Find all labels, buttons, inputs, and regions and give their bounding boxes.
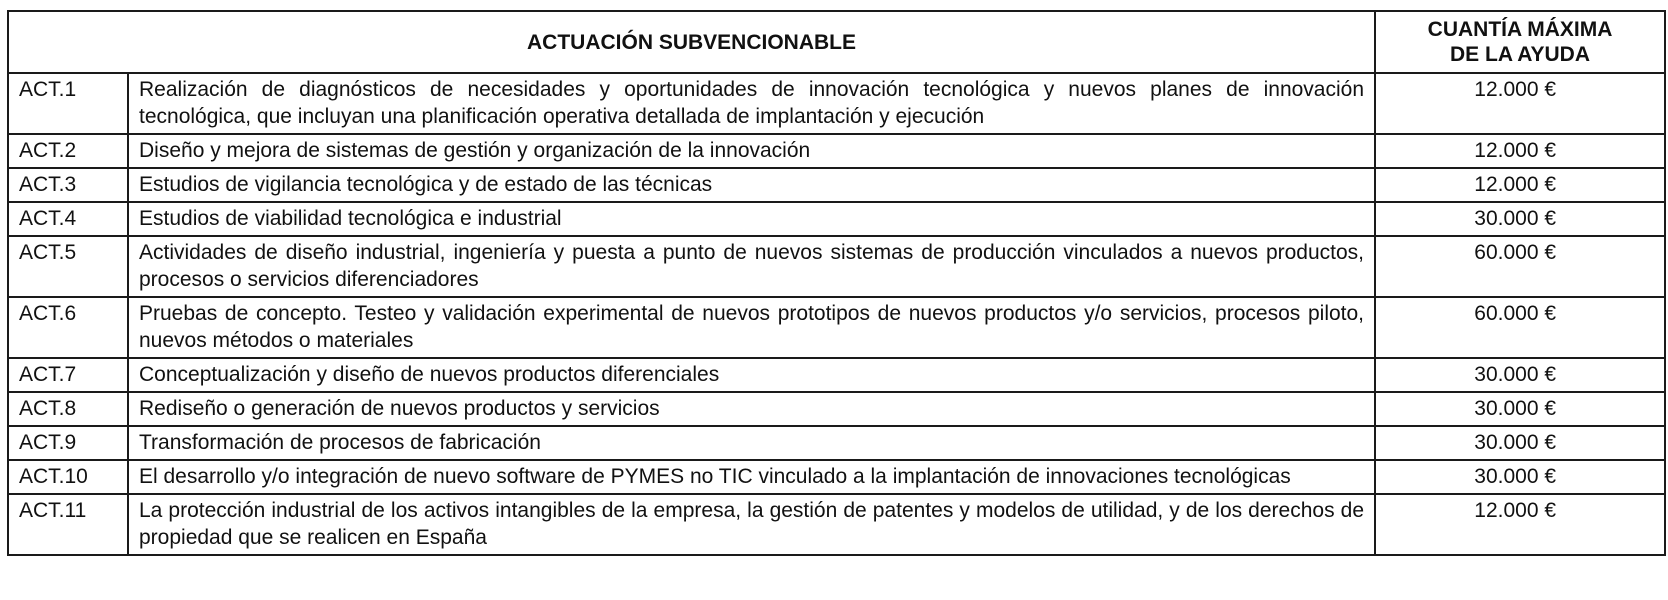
max-amount: 12.000 € [1375,168,1665,202]
action-code: ACT.11 [8,494,128,555]
subsidy-actions-table [7,10,1666,556]
action-code: ACT.10 [8,460,128,494]
action-description: Pruebas de concepto. Testeo y validación experimental de nuevos prototipos de nuevos productos y/o servicios, procesos piloto, nuevos métodos o materiales [128,297,1375,358]
action-description: Transformación de procesos de fabricación [128,426,1375,460]
table-row [8,134,1665,168]
max-amount: 30.000 € [1375,426,1665,460]
header-amount-line2: DE LA AYUDA [1450,43,1591,66]
action-description: Estudios de vigilancia tecnológica y de estado de las técnicas [128,168,1375,202]
action-description: Rediseño o generación de nuevos productos y servicios [128,392,1375,426]
table-row [8,73,1665,134]
action-description: Actividades de diseño industrial, ingeniería y puesta a punto de nuevos sistemas de producción vinculados a nuevos productos, procesos o servicios diferenciadores [128,236,1375,297]
table-header-row [8,11,1665,73]
header-amount-line1: CUANTÍA MÁXIMA [1427,18,1613,41]
max-amount: 12.000 € [1375,134,1665,168]
action-code: ACT.9 [8,426,128,460]
table-row [8,494,1665,555]
table-row [8,358,1665,392]
action-description: Realización de diagnósticos de necesidades y oportunidades de innovación tecnológica y nuevos planes de innovación tecnológica, que incluyan una planificación operativa detallada de implantación y ejecución [128,73,1375,134]
max-amount: 12.000 € [1375,494,1665,555]
action-code: ACT.1 [8,73,128,134]
action-description: Conceptualización y diseño de nuevos productos diferenciales [128,358,1375,392]
action-description: Diseño y mejora de sistemas de gestión y organización de la innovación [128,134,1375,168]
table-row [8,392,1665,426]
table-row [8,426,1665,460]
max-amount: 30.000 € [1375,392,1665,426]
max-amount: 60.000 € [1375,297,1665,358]
table-row [8,202,1665,236]
max-amount: 30.000 € [1375,358,1665,392]
table-row [8,460,1665,494]
action-description: La protección industrial de los activos intangibles de la empresa, la gestión de patentes y modelos de utilidad, y de los derechos de propiedad que se realicen en España [128,494,1375,555]
action-code: ACT.6 [8,297,128,358]
action-code: ACT.3 [8,168,128,202]
header-max-amount [1375,11,1665,73]
action-code: ACT.5 [8,236,128,297]
max-amount: 30.000 € [1375,460,1665,494]
header-action [8,11,1375,73]
table-row [8,168,1665,202]
max-amount: 30.000 € [1375,202,1665,236]
action-description: Estudios de viabilidad tecnológica e industrial [128,202,1375,236]
action-code: ACT.4 [8,202,128,236]
max-amount: 12.000 € [1375,73,1665,134]
action-code: ACT.2 [8,134,128,168]
action-code: ACT.7 [8,358,128,392]
table-row [8,297,1665,358]
max-amount: 60.000 € [1375,236,1665,297]
action-description: El desarrollo y/o integración de nuevo software de PYMES no TIC vinculado a la implantación de innovaciones tecnológicas [128,460,1375,494]
header-action-label: ACTUACIÓN SUBVENCIONABLE [527,30,857,54]
table-row [8,236,1665,297]
action-code: ACT.8 [8,392,128,426]
